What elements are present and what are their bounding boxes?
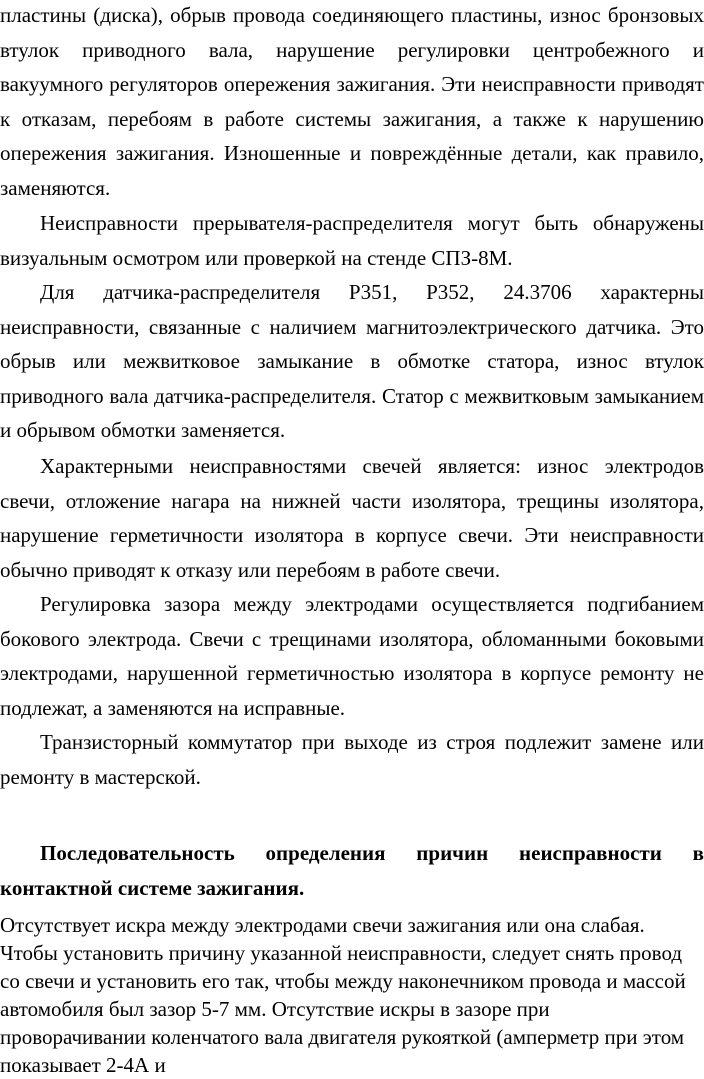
paragraph-gap-adjustment: Регулировка зазора между электродами осуществляется подгибанием бокового электрода. Свечи с трещинами изолятора, обломанными боковыми электродами, нарушенной герметичностью изолятора в корпусе ремонту не подлежат, а заменяются на исправные. [0,592,704,720]
paragraph-no-spark: Отсутствует искра между электродами свечи зажигания или она слабая. Чтобы установить причину указанной неисправности, следует снять провод со свечи и установить его так, чтобы между наконечником провода и массой автомобиля был зазор 5-7 мм. Отсутствие искры в зазоре при проворачивании коленчатого вала двигателя рукояткой (амперметр при этом показывает 2-4А и [0,913,686,1077]
paragraph-transistor-switch: Транзисторный коммутатор при выходе из строя подлежит замене или ремонту в мастерской. [0,730,704,789]
section-heading: Последовательность определения причин неисправности в контактной системе зажигания. [0,841,704,900]
paragraph-inspection: Неисправности прерывателя-распределителя могут быть обнаружены визуальным осмотром или проверкой на стенде СПЗ-8М. [0,211,704,270]
paragraph-sensor-distributor: Для датчика-распределителя Р351, Р352, 24.3706 характерны неисправности, связанные с наличием магнитоэлектрического датчика. Это обрыв или межвитковое замыкание в обмотке статора, износ втулок приводного вала датчика-распределителя. Статор с межвитковым замыканием и обрывом обмотки заменяется. [0,280,704,442]
paragraph-contact-faults: пластины (диска), обрыв провода соединяющего пластины, износ бронзовых втулок приводного вала, нарушение регулировки центробежного и вакуумного регуляторов опережения зажигания. Эти неисправности приводят к отказам, перебоям в работе системы зажигания, а также к нарушению опережения зажигания. Изношенные и повреждённые детали, как правило, заменяются. [0,3,704,200]
paragraph-spark-plug-faults: Характерными неисправностями свечей является: износ электродов свечи, отложение нагара на нижней части изолятора, трещины изолятора, нарушение герметичности изолятора в корпусе свечи. Эти неисправности обычно приводят к отказу или перебоям в работе свечи. [0,454,704,582]
